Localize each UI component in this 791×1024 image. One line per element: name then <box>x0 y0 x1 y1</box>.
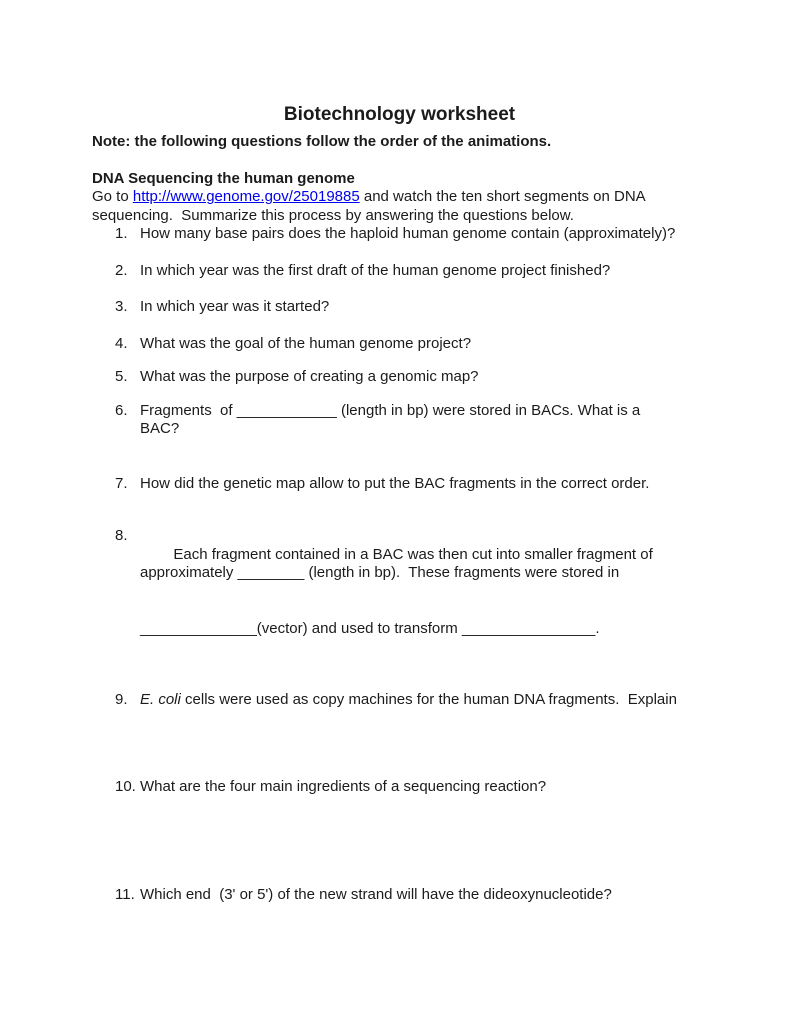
question-list <box>92 225 707 905</box>
question-row-11 <box>115 886 707 905</box>
question-row-2 <box>115 262 707 281</box>
question-text: In which year was the first draft of the human genome project finished? <box>140 261 611 279</box>
question-row-7 <box>115 475 707 494</box>
page-title: Biotechnology worksheet <box>283 104 516 125</box>
question-text: What are the four main ingredients of a sequencing reaction? <box>140 777 547 795</box>
question-row-4 <box>115 335 707 354</box>
fill-in-blank-line: ______________(vector) and used to transform ________________. <box>140 619 600 637</box>
question-number: 1. <box>115 225 128 242</box>
question-text: Which end (3' or 5') of the new strand will have the dideoxynucleotide? <box>140 886 612 903</box>
question-text: What was the goal of the human genome project? <box>140 334 472 352</box>
question-text <box>140 691 707 710</box>
intro-line-2: sequencing. Summarize this process by answering the questions below. <box>92 206 574 224</box>
question-number: 10. <box>115 777 136 795</box>
question-text: What was the purpose of creating a genomic map? <box>140 368 479 385</box>
question-text-line1: Fragments of ____________ (length in bp) were stored in BACs. What is a <box>140 401 641 419</box>
question-number: 9. <box>115 691 128 708</box>
intro-line-1 <box>92 188 707 207</box>
question-text-line2: BAC? <box>140 420 180 437</box>
intro-suffix: and watch the ten short segments on DNA <box>359 188 646 205</box>
note-line: Note: the following questions follow the order of the animations. <box>92 133 552 150</box>
intro-prefix: Go to <box>92 188 133 205</box>
question-row-8 <box>115 527 707 675</box>
question-text: In which year was it started? <box>140 298 330 315</box>
question-row-5 <box>115 368 707 387</box>
question-text <box>140 402 707 439</box>
question-row-10 <box>115 778 707 797</box>
question-number: 8. <box>115 527 128 544</box>
question-text-line1: Each fragment contained in a BAC was then cut into smaller fragment of <box>173 545 653 563</box>
question-row-3 <box>115 298 707 317</box>
question-row-6 <box>115 402 707 439</box>
question-number: 11. <box>115 886 135 903</box>
question-number: 7. <box>115 474 128 492</box>
question-number: 4. <box>115 334 128 352</box>
question-row-9 <box>115 691 707 710</box>
organism-name-italic: E. coli <box>140 691 181 708</box>
genome-gov-link[interactable]: http://www.genome.gov/25019885 <box>132 188 360 205</box>
question-text: How did the genetic map allow to put the BAC fragments in the correct order. <box>140 474 650 492</box>
question-text <box>140 527 707 675</box>
question-number: 5. <box>115 368 128 385</box>
question-row-1 <box>115 225 707 244</box>
section-heading: DNA Sequencing the human genome <box>92 169 355 187</box>
question-number: 2. <box>115 261 128 279</box>
question-number: 3. <box>115 298 128 315</box>
question-text-line2: approximately ________ (length in bp). These fragments were stored in <box>140 564 620 581</box>
question-number: 6. <box>115 401 128 419</box>
question-text-rest: cells were used as copy machines for the human DNA fragments. Explain <box>180 691 677 708</box>
question-text: How many base pairs does the haploid human genome contain (approximately)? <box>140 225 676 242</box>
